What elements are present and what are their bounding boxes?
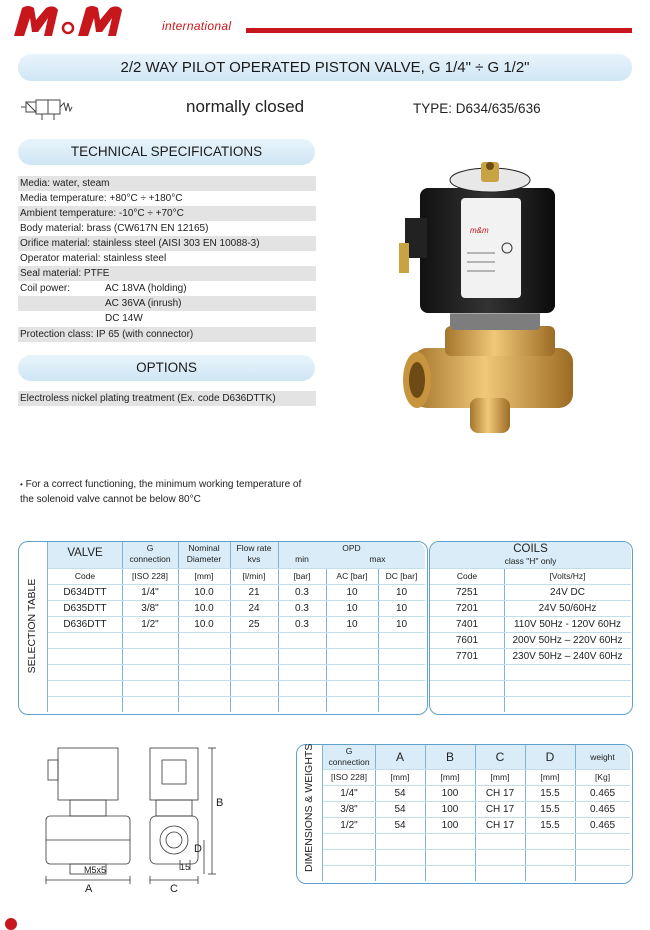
dim-c: C (170, 883, 178, 895)
note-line-1: For a correct functioning, the minimum working temperature of (25, 479, 302, 490)
spec-row: Orifice material: stainless steel (AISI 303 EN 10088-3) (18, 236, 316, 251)
dim-unit: [Kg] (594, 772, 611, 782)
table-cell: D636DTT (63, 619, 107, 630)
spec-row: Protection class: IP 65 (with connector) (18, 327, 316, 342)
dim-15: 15 (180, 862, 191, 872)
spec-row: DC 14W (105, 313, 143, 324)
header-nominal: Nominal (188, 543, 220, 553)
table-cell: 10 (346, 619, 358, 630)
dim-cell: CH 17 (485, 804, 515, 815)
dim-header-connection: connection (328, 757, 370, 767)
header-max: max (369, 554, 386, 564)
coil-code: 7701 (455, 651, 479, 662)
unit-mm: [mm] (194, 571, 214, 581)
note-bullet: • (20, 480, 23, 489)
dim-header-d: D (545, 750, 555, 764)
dim-cell: 1/4" (340, 788, 358, 799)
table-cell: D634DTT (63, 587, 107, 598)
selection-side-label: SELECTION TABLE (26, 578, 38, 674)
header-flow-rate: Flow rate (236, 543, 272, 553)
dim-cell: 0.465 (589, 804, 616, 815)
header-rule (246, 28, 632, 33)
brand-subtitle: international (162, 19, 232, 33)
dim-header-b: B (445, 750, 454, 764)
table-cell: 10 (395, 619, 408, 630)
table-cell: 10.0 (194, 603, 214, 614)
coil-code: 7251 (455, 587, 479, 598)
note-line-2: the solenoid valve cannot be below 80°C (20, 494, 201, 505)
coil-voltage: 230V 50Hz – 240V 60Hz (512, 651, 623, 662)
header-opd: OPD (342, 543, 361, 553)
header-g: G (146, 543, 154, 553)
dim-cell: 15.5 (540, 820, 560, 831)
dim-b: B (216, 797, 224, 809)
dim-cell: 100 (441, 804, 459, 815)
dim-cell: 100 (441, 820, 459, 831)
table-cell: 10 (395, 587, 408, 598)
technical-drawing (40, 740, 250, 900)
dim-unit: [mm] (390, 772, 410, 782)
dim-unit: [mm] (440, 772, 460, 782)
coil-voltage: 200V 50Hz – 220V 60Hz (512, 635, 623, 646)
dim-cell: 0.465 (589, 788, 616, 799)
header-min: min (295, 554, 309, 564)
option-row: Electroless nickel plating treatment (Ex. code D636DTTK) (18, 391, 316, 406)
table-cell: 0.3 (295, 603, 309, 614)
note-text (20, 477, 320, 507)
coil-code: 7401 (455, 619, 479, 630)
coil-voltage: 24V 50/60Hz (538, 603, 597, 614)
tech-spec-heading: TECHNICAL SPECIFICATIONS (18, 139, 315, 165)
unit-iso: [ISO 228] (132, 571, 168, 581)
unit-code: Code (74, 571, 96, 581)
spec-row: Operator material: stainless steel (20, 253, 167, 264)
unit-ac-bar: AC [bar] (336, 571, 368, 581)
coil-voltage: 24V DC (549, 587, 585, 598)
table-cell: D635DTT (63, 603, 107, 614)
spec-row: Body material: brass (CW617N EN 12165) (20, 223, 209, 234)
coils-unit-code: Code (456, 571, 478, 581)
unit-bar: [bar] (293, 571, 311, 581)
dim-cell: 54 (394, 820, 406, 831)
brand-logo (12, 2, 157, 38)
header-kvs: kvs (247, 554, 261, 564)
table-cell: 1/4" (141, 587, 159, 598)
dim-d: D (194, 843, 202, 855)
dim-header-c: C (495, 750, 505, 764)
table-cell: 10.0 (194, 587, 214, 598)
coils-sub: class "H" only (504, 556, 557, 566)
dim-cell: 54 (394, 804, 406, 815)
dim-cell: 0.465 (589, 820, 616, 831)
dim-cell: CH 17 (485, 788, 515, 799)
valve-symbol-icon (20, 94, 80, 124)
dim-unit: [mm] (490, 772, 510, 782)
table-cell: 0.3 (295, 619, 309, 630)
table-cell: 24 (248, 603, 260, 614)
spec-row: Media temperature: +80°C ÷ +180°C (20, 193, 183, 204)
table-cell: 10 (346, 603, 358, 614)
table-cell: 10.0 (194, 619, 214, 630)
options-heading: OPTIONS (18, 355, 315, 381)
dim-unit: [mm] (540, 772, 560, 782)
dim-header-g: G (345, 746, 353, 756)
table-cell: 25 (248, 619, 260, 630)
dimensions-side-label: DIMENSIONS & WEIGHTS (303, 743, 315, 872)
spec-row: Media: water, steam (18, 176, 316, 191)
dim-cell: 15.5 (540, 788, 560, 799)
header-diameter: Diameter (186, 554, 222, 564)
spec-row: AC 36VA (inrush) (18, 296, 316, 311)
type-label: TYPE: D634/635/636 (413, 101, 541, 116)
unit-lmin: [l/min] (242, 571, 266, 581)
header-connection: connection (129, 554, 171, 564)
dim-cell: 3/8" (340, 804, 358, 815)
page-title: 2/2 WAY PILOT OPERATED PISTON VALVE, G 1/4" ÷ G 1/2" (18, 54, 632, 81)
dim-header-a: A (395, 750, 404, 764)
header-valve: VALVE (67, 547, 103, 559)
dim-cell: CH 17 (485, 820, 515, 831)
svg-text:m&m: m&m (470, 226, 489, 235)
dim-cell: 54 (394, 788, 406, 799)
spec-row: Coil power: AC 18VA (holding) (20, 283, 187, 294)
coil-code: 7601 (455, 635, 479, 646)
spec-row: Ambient temperature: -10°C ÷ +70°C (18, 206, 316, 221)
table-cell: 3/8" (141, 603, 159, 614)
dim-header-weight: weight (590, 752, 615, 762)
dim-cell: 100 (441, 788, 459, 799)
dim-cell: 1/2" (340, 820, 358, 831)
footer-brand-dot (5, 918, 17, 930)
coils-unit-volts: [Volts/Hz] (549, 571, 586, 581)
coils-heading: COILS (513, 543, 548, 555)
coil-voltage: 110V 50Hz - 120V 60Hz (513, 619, 622, 630)
dim-unit: [ISO 228] (331, 772, 367, 782)
subtitle-normally-closed: normally closed (186, 97, 305, 116)
dim-a: A (85, 883, 93, 895)
table-cell: 10 (395, 603, 408, 614)
table-cell: 1/2" (141, 619, 159, 630)
valve-photo (395, 158, 585, 443)
coil-code: 7201 (455, 603, 479, 614)
dim-m5x5: M5x5 (84, 865, 107, 875)
table-cell: 10 (346, 587, 358, 598)
table-cell: 21 (248, 587, 260, 598)
unit-dc-bar: DC [bar] (385, 571, 418, 581)
table-cell: 0.3 (295, 587, 309, 598)
dim-cell: 15.5 (540, 804, 560, 815)
spec-row: Seal material: PTFE (18, 266, 316, 281)
